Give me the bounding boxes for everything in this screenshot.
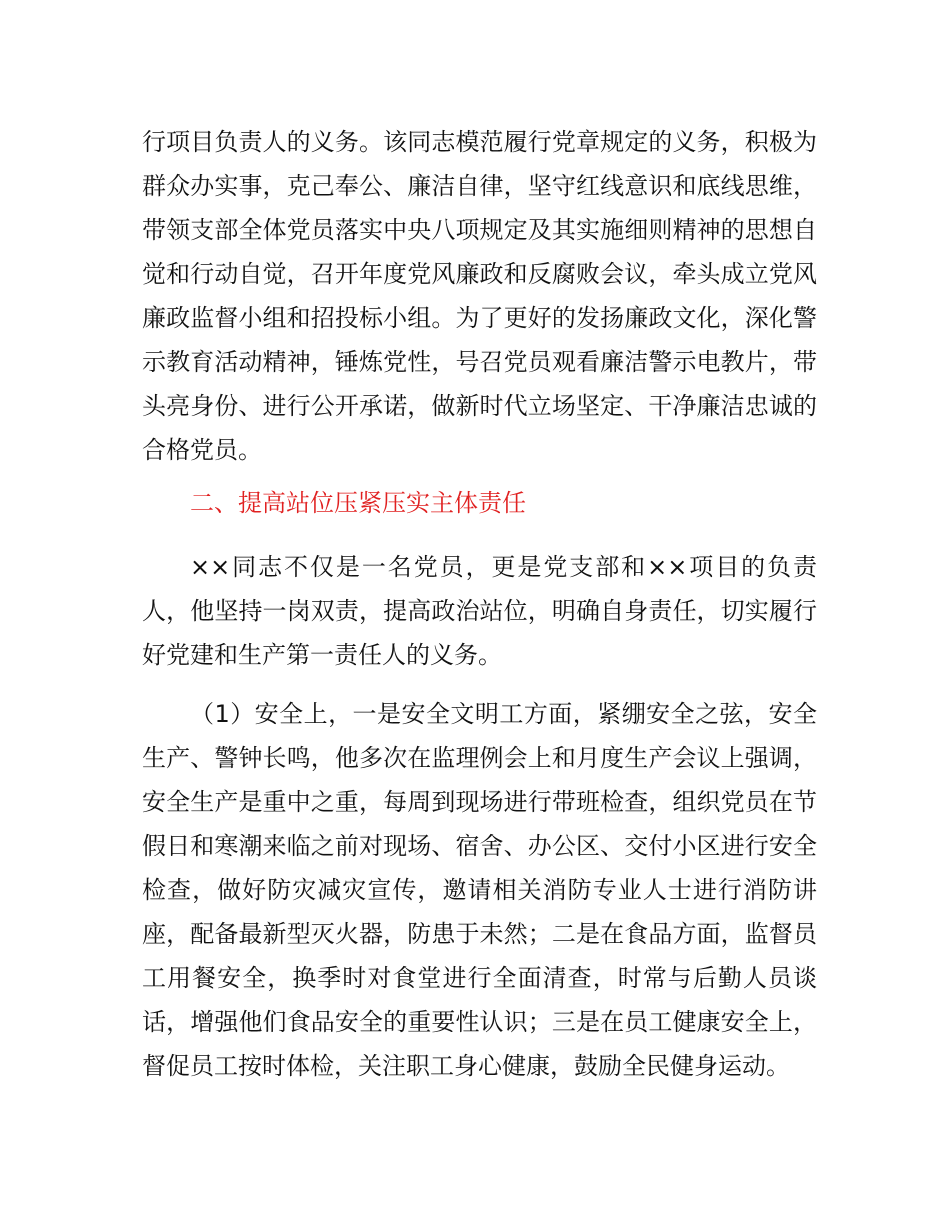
section-heading: 二、提高站位压紧压实主体责任 [190, 489, 526, 517]
paragraph-continuation: 行项目负责人的义务。该同志模范履行党章规定的义务，积极为群众办实事，克己奉公、廉洁自律，坚守红线意识和底线思维，带领支部全体党员落实中央八项规定及其实施细则精神的思想自觉和行动自觉，召开年度党风廉政和反腐败会议，牵头成立党风廉政监督小组和招投标小组。为了更好的发扬廉政文化，深化警示教育活动精神，锤炼党性，号召党员观看廉洁警示电教片，带头亮身份、进行公开承诺，做新时代立场坚定、干净廉洁忠诚的合格党员。 [142, 128, 817, 464]
paragraph-safety: （1）安全上，一是安全文明工方面，紧绷安全之弦，安全生产、警钟长鸣，他多次在监理例会上和月度生产会议上强调，安全生产是重中之重，每周到现场进行带班检查，组织党员在节假日和寒潮来临之前对现场、宿舍、办公区、交付小区进行安全检查，做好防灾减灾宣传，邀请相关消防专业人士进行消防讲座，配备最新型灭火器，防患于未然；二是在食品方面，监督员工用餐安全，换季时对食堂进行全面清查，时常与后勤人员谈话，增强他们食品安全的重要性认识；三是在员工健康安全上，督促员工按时体检，关注职工身心健康，鼓励全民健身运动。 [142, 700, 817, 1080]
paragraph-responsibility: ××同志不仅是一名党员，更是党支部和××项目的负责人，他坚持一岗双责，提高政治站位，明确自身责任，切实履行好党建和生产第一责任人的义务。 [142, 553, 817, 669]
